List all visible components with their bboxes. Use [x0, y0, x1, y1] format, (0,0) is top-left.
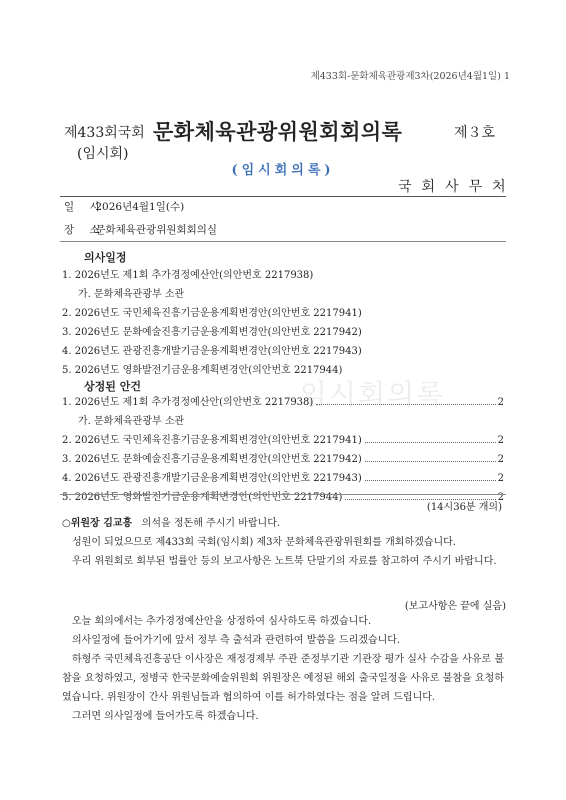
speech-paragraph: 성원이 되었으므로 제433회 국회(임시회) 제3차 문화체육관광위원회를 개회하겠습니다.: [72, 537, 456, 548]
divider: [60, 494, 506, 495]
agenda-item: 3. 2026년도 문화예술진흥기금운용계획변경안(의안번호 2217942): [62, 327, 362, 338]
toc-row[interactable]: [62, 431, 504, 446]
divider: [60, 196, 506, 197]
agenda-item: 가. 문화체육관광부 소관: [78, 289, 185, 300]
speaker-name: 위원장 김교흥: [70, 518, 133, 529]
running-header: 제433회-문화체육관광제3차(2026년4월1일) 1: [310, 71, 510, 82]
agenda-item: 1. 2026년도 제1회 추가경정예산안(의안번호 2217938): [62, 270, 314, 281]
speech-block: [62, 514, 504, 571]
presented-heading: 상정된 안건: [84, 380, 141, 393]
divider: [60, 241, 506, 242]
session-label: 제433회국회: [64, 125, 145, 141]
toc-page: 2: [497, 492, 504, 503]
speech-paragraph: 그러면 의사일정에 들어가도록 하겠습니다.: [72, 711, 259, 722]
speech-paragraph: 하형주 국민체육진흥공단 이사장은 재정경제부 주관 준정부기관 기관장 평가 실사 수감을 사유로 불참을 요청하였고, 정병국 한국문화예술위원회 위원장은 예정된 해외 출국일정을 사유로 불참을 요청하였습니다. 위원장이 간사 위원님들과 협의하여 이를 허가하였다는 점을 알려 드립니다.: [62, 654, 504, 703]
committee-title: 문화체육관광위원회회의록: [153, 119, 403, 144]
toc-page: 2: [497, 454, 504, 465]
toc-subitem: 가. 문화체육관광부 소관: [78, 416, 185, 427]
issue-number: 제３호: [454, 125, 496, 141]
toc-text: 5. 2026년도 영화발전기금운용계획변경안(의안번호 2217944): [62, 492, 343, 503]
toc-text: 2. 2026년도 국민체육진흥기금운용계획변경안(의안번호 2217941): [62, 435, 362, 446]
date-value: 2026년4월1일(수): [95, 201, 185, 213]
toc-page: 2: [497, 435, 504, 446]
place-label: 장 소: [64, 224, 106, 236]
report-note: (보고사항은 끝에 실음): [404, 601, 506, 612]
session-kind: (임시회): [77, 146, 129, 162]
speech-paragraph: 오늘 회의에서는 추가경정예산안을 상정하여 심사하도록 하겠습니다.: [72, 616, 372, 627]
toc-page: 2: [497, 397, 504, 408]
speech-text: 의석을 정돈해 주시기 바랍니다.: [141, 518, 281, 529]
leader-dots: [316, 404, 495, 405]
place-row: [64, 222, 217, 237]
agenda-heading: 의사일정: [84, 251, 127, 264]
leader-dots: [365, 480, 496, 481]
speech-block: [62, 612, 504, 726]
speaker-mark: ○: [62, 518, 71, 529]
place-value: 문화체육관광위원회회의실: [95, 224, 218, 236]
date-row: [64, 199, 184, 214]
secretariat: 국회사무처: [398, 179, 516, 195]
toc-text: 1. 2026년도 제1회 추가경정예산안(의안번호 2217938): [62, 397, 314, 408]
speech-paragraph: 우리 위원회로 회부된 법률안 등의 보고사항은 노트북 단말기의 자료를 참고하여 주시기 바랍니다.: [72, 556, 497, 567]
agenda-item: 2. 2026년도 국민체육진흥기금운용계획변경안(의안번호 2217941): [62, 308, 362, 319]
speech-paragraph: 의사일정에 들어가기에 앞서 정부 측 출석과 관련하여 발씀을 드리겠습니다.: [72, 635, 401, 646]
speaker-line: [62, 514, 504, 533]
toc-row[interactable]: [62, 450, 504, 465]
opening-time: (14시36분 개의): [426, 502, 502, 513]
toc-text: 4. 2026년도 관광진흥개발기금운용계획변경안(의안번호 2217943): [62, 473, 362, 484]
leader-dots: [365, 461, 496, 462]
date-label: 일 시: [64, 201, 106, 213]
toc-row[interactable]: [62, 469, 504, 484]
toc-text: 3. 2026년도 문화예술진흥기금운용계획변경안(의안번호 2217942): [62, 454, 362, 465]
watermark: 임시회의록: [300, 378, 446, 411]
agenda-item: 4. 2026년도 관광진흥개발기금운용계획변경안(의안번호 2217943): [62, 346, 362, 357]
agenda-item: 5. 2026년도 영화발전기금운용계획변경안(의안번호 2217944): [62, 365, 343, 376]
record-label: (임시회의록): [231, 163, 335, 178]
toc-row[interactable]: [62, 393, 504, 408]
leader-dots: [365, 442, 496, 443]
toc-page: 2: [497, 473, 504, 484]
